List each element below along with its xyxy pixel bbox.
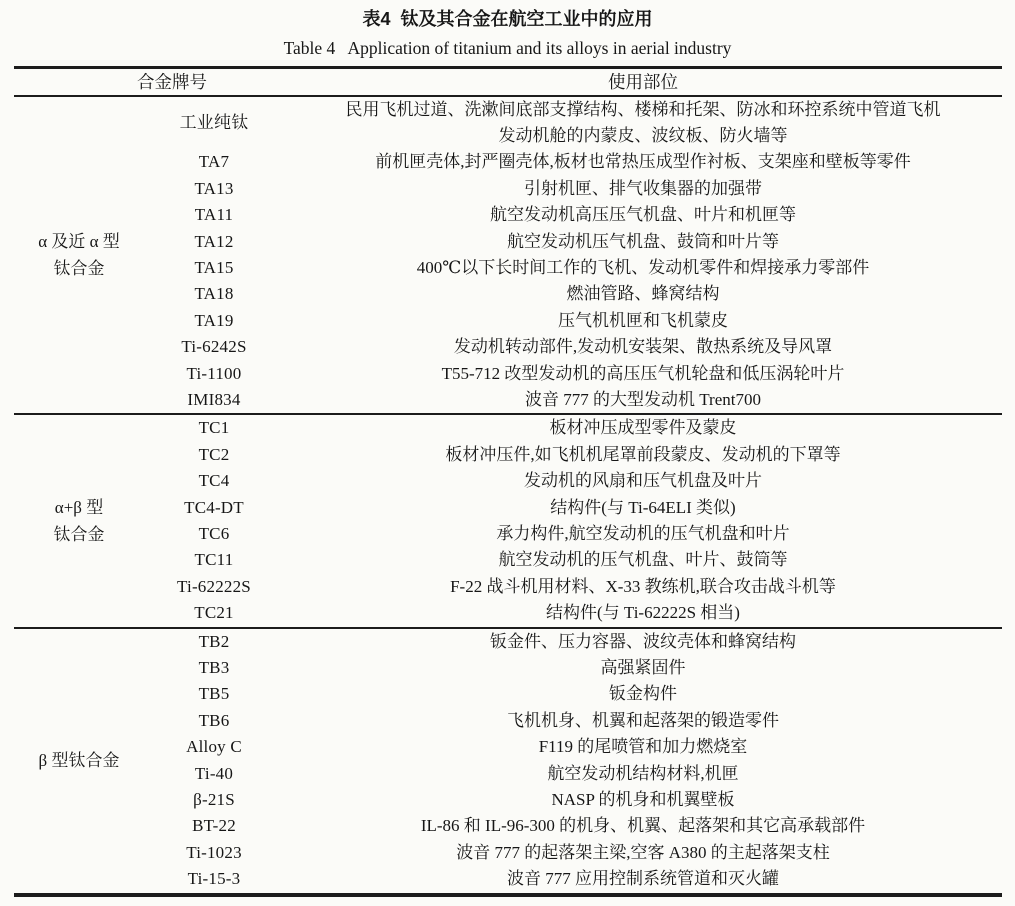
group-label-line: β 型钛合金: [38, 751, 120, 771]
usage-line: 前机匣壳体,封严圈壳体,板材也常热压成型作衬板、支架座和壁板等零件: [375, 152, 911, 172]
usage-description-cell: [284, 96, 1002, 150]
alloy-grade-cell: TA19: [194, 310, 234, 330]
alloy-grade-cell: TC1: [198, 418, 230, 438]
alloy-grade-cell: 工业纯钛: [179, 112, 249, 132]
table-row: [14, 866, 1002, 894]
group-label-line: 钛合金: [53, 258, 105, 278]
table-row: [14, 761, 1002, 787]
alloy-grade-cell: Ti-15-3: [187, 869, 241, 889]
table-row: [14, 708, 1002, 734]
alloy-grade-cell: TC11: [194, 550, 234, 570]
usage-description-cell: [284, 442, 1002, 468]
alloy-grade-cell: TC21: [194, 603, 234, 623]
table-row: [14, 547, 1002, 573]
usage-line: 结构件(与 Ti-62222S 相当): [546, 603, 740, 623]
usage-description-cell: [284, 468, 1002, 494]
usage-description-cell: [284, 708, 1002, 734]
table-row: [14, 176, 1002, 202]
alloy-application-table: [14, 66, 1002, 897]
table-row: [14, 281, 1002, 307]
usage-description-cell: [284, 495, 1002, 521]
table-row: [14, 361, 1002, 387]
table-row: [14, 229, 1002, 255]
usage-line: 航空发动机高压压气机盘、叶片和机匣等: [490, 205, 796, 225]
header-row: [14, 68, 1002, 96]
usage-description-cell: [284, 202, 1002, 228]
table-caption-english: Table 4 Application of titanium and its alloys in aerial industry: [283, 38, 732, 58]
alloy-grade-cell: TC2: [198, 444, 230, 464]
alloy-grade-cell: TC4-DT: [184, 497, 244, 517]
alloy-grade-cell: TA13: [194, 178, 234, 198]
alloy-grade-cell: TA7: [198, 152, 230, 172]
table-row: [14, 96, 1002, 150]
table-row: [14, 149, 1002, 175]
usage-description-cell: [284, 308, 1002, 334]
usage-description-cell: [284, 229, 1002, 255]
usage-line: 飞机机身、机翼和起落架的锻造零件: [507, 710, 779, 730]
table-row: [14, 387, 1002, 414]
table-row: [14, 334, 1002, 360]
group-label: [14, 628, 144, 895]
usage-description-cell: [284, 866, 1002, 894]
usage-line: 引射机匣、排气收集器的加强带: [524, 178, 762, 198]
usage-description-cell: [284, 813, 1002, 839]
usage-line: 板材冲压成型零件及蒙皮: [549, 418, 737, 438]
usage-line: 板材冲压件,如飞机机尾罩前段蒙皮、发动机的下罩等: [445, 444, 841, 464]
usage-line: 发动机舱的内蒙皮、波纹板、防火墙等: [498, 125, 788, 145]
alloy-group-2: [14, 414, 1002, 627]
usage-description-cell: [284, 628, 1002, 655]
usage-description-cell: [284, 574, 1002, 600]
usage-description-cell: [284, 255, 1002, 281]
usage-line: T55-712 改型发动机的高压压气机轮盘和低压涡轮叶片: [441, 363, 845, 383]
group-label-line: α 及近 α 型: [38, 231, 120, 251]
usage-description-cell: [284, 414, 1002, 441]
usage-description-cell: [284, 149, 1002, 175]
table-row: [14, 628, 1002, 655]
table-row: [14, 202, 1002, 228]
usage-description-cell: [284, 600, 1002, 627]
table-row: [14, 681, 1002, 707]
usage-description-cell: [284, 334, 1002, 360]
usage-line: 承力构件,航空发动机的压气机盘和叶片: [496, 524, 790, 543]
usage-description-cell: [284, 176, 1002, 202]
usage-line: 钣金件、压力容器、波纹壳体和蜂窝结构: [490, 631, 796, 651]
usage-line: 航空发动机的压气机盘、叶片、鼓筒等: [498, 550, 788, 570]
column-header-alloy-grade: 合金牌号: [137, 72, 207, 93]
table-row: [14, 308, 1002, 334]
usage-description-cell: [284, 787, 1002, 813]
table-row: [14, 442, 1002, 468]
usage-line: 发动机转动部件,发动机安装架、散热系统及导风罩: [453, 337, 833, 357]
table-row: [14, 521, 1002, 547]
usage-line: 钣金构件: [609, 684, 677, 704]
group-label: [14, 96, 144, 415]
alloy-grade-cell: BT-22: [192, 816, 236, 836]
usage-description-cell: [284, 547, 1002, 573]
table-row: [14, 600, 1002, 627]
usage-description-cell: [284, 281, 1002, 307]
usage-line: 波音 777 的大型发动机 Trent700: [525, 389, 761, 409]
table-row: [14, 255, 1002, 281]
alloy-grade-cell: Alloy C: [186, 737, 242, 757]
table-caption-chinese: 表4 钛及其合金在航空工业中的应用: [362, 9, 653, 29]
usage-line: F119 的尾喷管和加力燃烧室: [538, 737, 748, 757]
usage-line: 波音 777 的起落架主梁,空客 A380 的主起落架支柱: [456, 842, 830, 862]
usage-description-cell: [284, 361, 1002, 387]
usage-line: 发动机的风扇和压气机盘及叶片: [524, 471, 762, 491]
usage-description-cell: [284, 387, 1002, 414]
usage-line: 航空发动机压气机盘、鼓筒和叶片等: [507, 231, 779, 251]
alloy-grade-cell: Ti-6242S: [181, 337, 247, 357]
usage-description-cell: [284, 655, 1002, 681]
table-row: [14, 574, 1002, 600]
alloy-grade-cell: TC6: [198, 524, 230, 543]
alloy-grade-cell: Ti-1100: [186, 363, 242, 383]
alloy-grade-cell: Ti-62222S: [177, 576, 251, 596]
alloy-grade-cell: TB6: [198, 710, 230, 730]
usage-line: IL-86 和 IL-96-300 的机身、机翼、起落架和其它高承载部件: [420, 816, 866, 836]
group-label: [14, 414, 144, 627]
usage-line: 压气机机匣和飞机蒙皮: [558, 310, 728, 330]
column-header-usage: 使用部位: [608, 72, 678, 93]
alloy-group-1: [14, 96, 1002, 415]
alloy-grade-cell: Ti-40: [194, 763, 234, 783]
table-row: [14, 655, 1002, 681]
alloy-grade-cell: TA18: [194, 284, 234, 304]
usage-line: F-22 战斗机用材料、X-33 教练机,联合攻击战斗机等: [450, 576, 836, 596]
group-label-line: 钛合金: [53, 525, 105, 544]
table-row: [14, 734, 1002, 760]
usage-line: 400℃以下长时间工作的飞机、发动机零件和焊接承力零部件: [416, 257, 870, 277]
table-row: [14, 468, 1002, 494]
table-row: [14, 787, 1002, 813]
alloy-grade-cell: TB5: [198, 684, 230, 704]
usage-line: NASP 的机身和机翼壁板: [551, 790, 735, 810]
usage-line: 民用飞机过道、洗漱间底部支撑结构、楼梯和托架、防冰和环控系统中管道飞机: [345, 99, 941, 119]
alloy-grade-cell: TC4: [198, 471, 230, 491]
table-row: [14, 840, 1002, 866]
usage-description-cell: [284, 521, 1002, 547]
group-label-line: α+β 型: [54, 498, 104, 517]
table-row: [14, 414, 1002, 441]
alloy-group-3: [14, 628, 1002, 895]
usage-line: 航空发动机结构材料,机匣: [547, 763, 739, 783]
table-row: [14, 495, 1002, 521]
usage-description-cell: [284, 681, 1002, 707]
alloy-grade-cell: TB2: [198, 631, 230, 651]
alloy-grade-cell: TA15: [194, 257, 234, 277]
alloy-grade-cell: TA12: [194, 231, 234, 251]
alloy-grade-cell: TA11: [194, 205, 234, 225]
usage-line: 波音 777 应用控制系统管道和灭火罐: [507, 869, 779, 889]
table-row: [14, 813, 1002, 839]
usage-description-cell: [284, 761, 1002, 787]
usage-description-cell: [284, 840, 1002, 866]
usage-line: 燃油管路、蜂窝结构: [566, 284, 720, 304]
alloy-grade-cell: β-21S: [193, 790, 235, 810]
alloy-grade-cell: TB3: [198, 658, 230, 678]
usage-line: 结构件(与 Ti-64ELI 类似): [550, 497, 736, 517]
usage-line: 高强紧固件: [600, 658, 686, 678]
alloy-grade-cell: Ti-1023: [186, 842, 242, 862]
alloy-grade-cell: IMI834: [187, 389, 241, 409]
usage-description-cell: [284, 734, 1002, 760]
